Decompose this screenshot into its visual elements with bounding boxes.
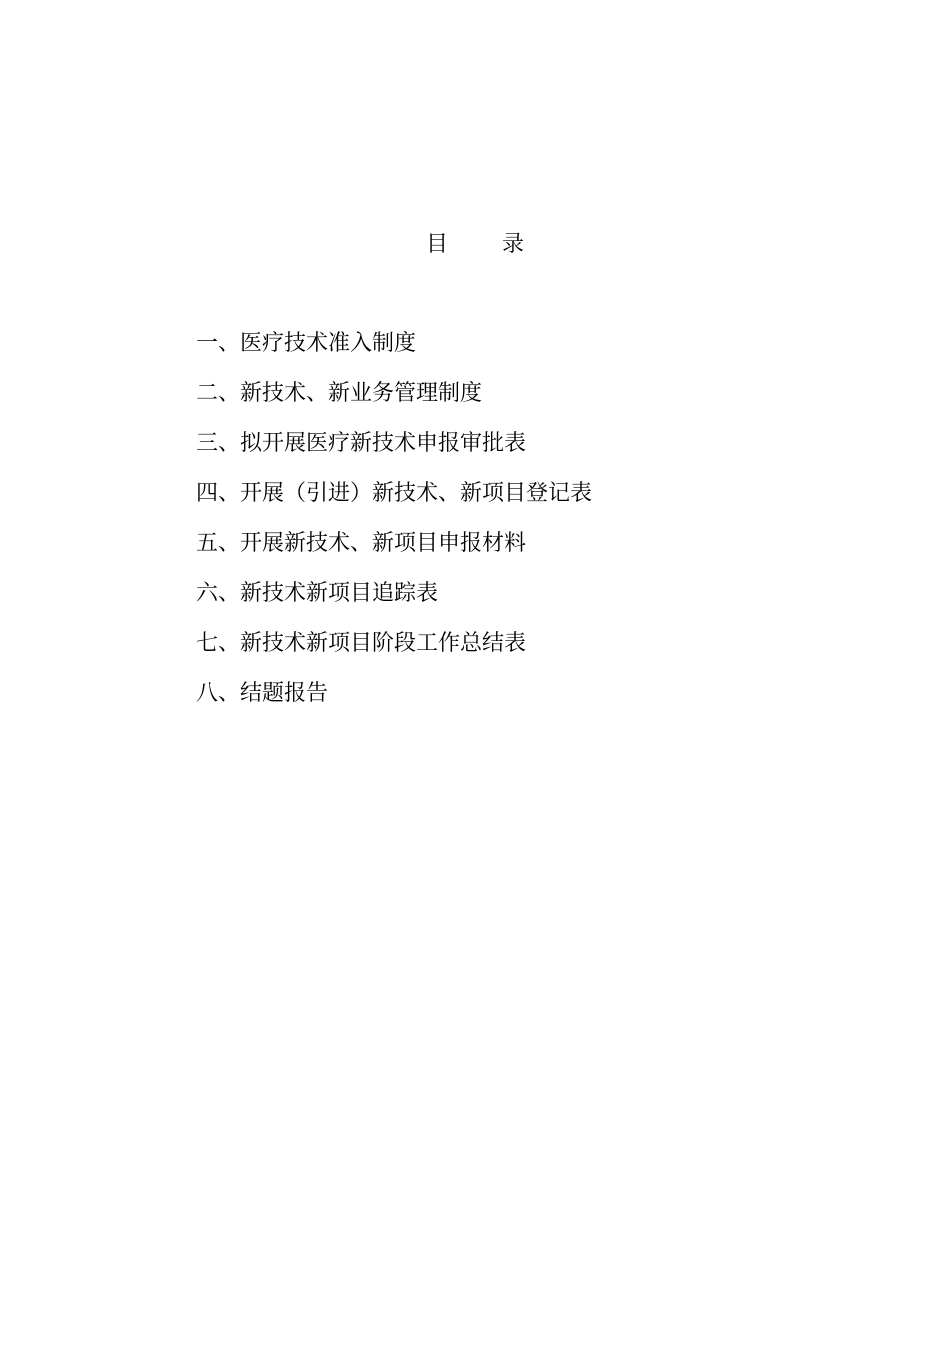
- toc-title: [0, 228, 950, 262]
- toc-item-5: 五、开展新技术、新项目申报材料: [196, 531, 527, 556]
- toc-item-4: 四、开展（引进）新技术、新项目登记表: [196, 481, 593, 506]
- toc-item-6: 六、新技术新项目追踪表: [196, 581, 439, 606]
- toc-list: [196, 324, 592, 724]
- toc-item-1: 一、医疗技术准入制度: [196, 331, 417, 356]
- toc-item-8: 八、结题报告: [196, 681, 329, 706]
- toc-item-2: 二、新技术、新业务管理制度: [196, 381, 483, 406]
- toc-title-char-2: 录: [502, 232, 525, 257]
- toc-item-7: 七、新技术新项目阶段工作总结表: [196, 631, 527, 656]
- toc-item-3: 三、拟开展医疗新技术申报审批表: [196, 431, 527, 456]
- toc-title-char-1: 目: [425, 232, 448, 257]
